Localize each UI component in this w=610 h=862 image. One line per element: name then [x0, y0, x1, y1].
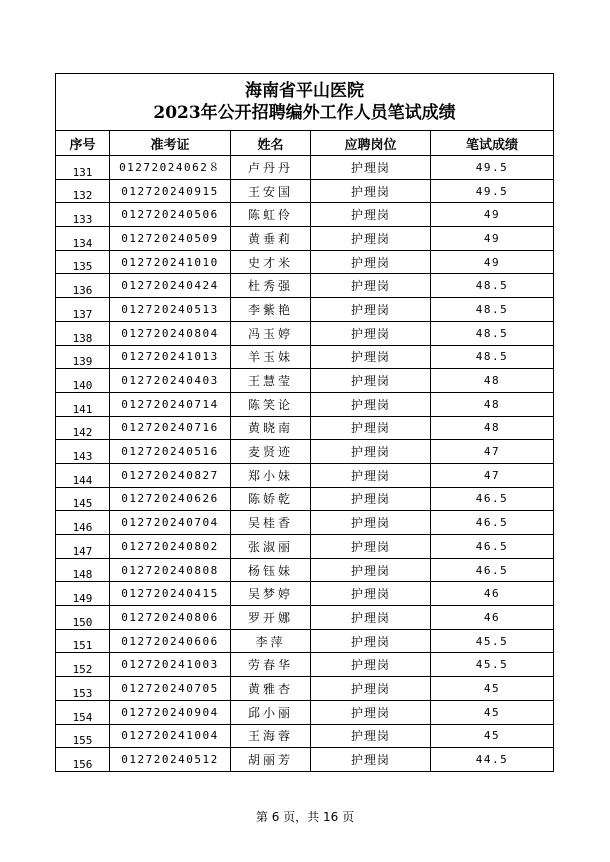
table-row — [56, 321, 554, 345]
written-score: 45.5 — [431, 653, 554, 677]
ticket-number: 012720240509 — [110, 227, 231, 251]
ticket-number: 012720240705 — [110, 677, 231, 701]
row-index: 136 — [56, 274, 110, 298]
candidate-name: 胡丽芳 — [231, 748, 311, 772]
written-score: 46.5 — [431, 535, 554, 559]
ticket-number: 012720240915 — [110, 179, 231, 203]
row-index: 142 — [56, 416, 110, 440]
row-index: 150 — [56, 606, 110, 630]
ticket-number: 012720241004 — [110, 724, 231, 748]
table-row — [56, 700, 554, 724]
position: 护理岗 — [311, 345, 431, 369]
position: 护理岗 — [311, 724, 431, 748]
written-score: 46.5 — [431, 558, 554, 582]
written-score: 46.5 — [431, 511, 554, 535]
row-index: 147 — [56, 535, 110, 559]
candidate-name: 史才米 — [231, 250, 311, 274]
ticket-number: 012720240714 — [110, 392, 231, 416]
ticket-number: 012720240415 — [110, 582, 231, 606]
title-line-2: 2023年公开招聘编外工作人员笔试成绩 — [153, 103, 456, 123]
position: 护理岗 — [311, 298, 431, 322]
ticket-number: 012720240512 — [110, 748, 231, 772]
candidate-name: 陈娇乾 — [231, 487, 311, 511]
row-index: 139 — [56, 345, 110, 369]
row-index: 140 — [56, 369, 110, 393]
ticket-number: 012720240704 — [110, 511, 231, 535]
row-index: 153 — [56, 677, 110, 701]
position: 护理岗 — [311, 653, 431, 677]
row-index: 133 — [56, 203, 110, 227]
candidate-name: 杜秀强 — [231, 274, 311, 298]
ticket-number: 012720240513 — [110, 298, 231, 322]
ticket-number: 012720241010 — [110, 250, 231, 274]
table-row — [56, 416, 554, 440]
candidate-name: 黄垂莉 — [231, 227, 311, 251]
position: 护理岗 — [311, 463, 431, 487]
candidate-name: 吴桂香 — [231, 511, 311, 535]
table-row — [56, 487, 554, 511]
header-row — [56, 131, 554, 156]
ticket-number: 012720240606 — [110, 629, 231, 653]
candidate-name: 张淑丽 — [231, 535, 311, 559]
written-score: 49.5 — [431, 179, 554, 203]
position: 护理岗 — [311, 179, 431, 203]
ticket-number: 012720240716 — [110, 416, 231, 440]
header-ticket: 准考证 — [110, 131, 231, 156]
written-score: 48.5 — [431, 298, 554, 322]
title-line-1: 海南省平山医院 — [245, 81, 365, 101]
ticket-number: 012720241013 — [110, 345, 231, 369]
position: 护理岗 — [311, 369, 431, 393]
table-row — [56, 677, 554, 701]
ticket-number: 012720240506 — [110, 203, 231, 227]
written-score: 49 — [431, 227, 554, 251]
position: 护理岗 — [311, 629, 431, 653]
score-table — [55, 73, 554, 772]
written-score: 45 — [431, 700, 554, 724]
position: 护理岗 — [311, 700, 431, 724]
table-row — [56, 606, 554, 630]
written-score: 44.5 — [431, 748, 554, 772]
row-index: 146 — [56, 511, 110, 535]
row-index: 135 — [56, 250, 110, 274]
written-score: 46 — [431, 606, 554, 630]
candidate-name: 黄雅杏 — [231, 677, 311, 701]
position: 护理岗 — [311, 487, 431, 511]
candidate-name: 杨钰妹 — [231, 558, 311, 582]
candidate-name: 郑小妹 — [231, 463, 311, 487]
written-score: 48.5 — [431, 321, 554, 345]
table-row — [56, 156, 554, 180]
table-row — [56, 392, 554, 416]
row-index: 155 — [56, 724, 110, 748]
page-footer: 第 6 页，共 16 页 — [255, 810, 355, 824]
header-position: 应聘岗位 — [311, 131, 431, 156]
candidate-name: 李萍 — [231, 629, 311, 653]
row-index: 132 — [56, 179, 110, 203]
written-score: 45 — [431, 677, 554, 701]
written-score: 47 — [431, 440, 554, 464]
table-row — [56, 369, 554, 393]
position: 护理岗 — [311, 274, 431, 298]
row-index: 137 — [56, 298, 110, 322]
position: 护理岗 — [311, 250, 431, 274]
row-index: 131 — [56, 156, 110, 180]
table-row — [56, 345, 554, 369]
position: 护理岗 — [311, 677, 431, 701]
written-score: 45.5 — [431, 629, 554, 653]
row-index: 151 — [56, 629, 110, 653]
written-score: 45 — [431, 724, 554, 748]
ticket-number: 012720241003 — [110, 653, 231, 677]
candidate-name: 王海蓉 — [231, 724, 311, 748]
row-index: 149 — [56, 582, 110, 606]
table-body — [56, 156, 554, 772]
position: 护理岗 — [311, 582, 431, 606]
written-score: 49.5 — [431, 156, 554, 180]
candidate-name: 劳春华 — [231, 653, 311, 677]
written-score: 46.5 — [431, 487, 554, 511]
table-row — [56, 250, 554, 274]
table-row — [56, 629, 554, 653]
row-index: 154 — [56, 700, 110, 724]
written-score: 48 — [431, 369, 554, 393]
position: 护理岗 — [311, 156, 431, 180]
written-score: 47 — [431, 463, 554, 487]
position: 护理岗 — [311, 558, 431, 582]
ticket-number: 012720240802 — [110, 535, 231, 559]
row-index: 144 — [56, 463, 110, 487]
ticket-number: 012720240804 — [110, 321, 231, 345]
candidate-name: 陈笑论 — [231, 392, 311, 416]
position: 护理岗 — [311, 535, 431, 559]
position: 护理岗 — [311, 440, 431, 464]
ticket-number: 012720240424 — [110, 274, 231, 298]
position: 护理岗 — [311, 227, 431, 251]
row-index: 156 — [56, 748, 110, 772]
written-score: 48 — [431, 416, 554, 440]
row-index: 134 — [56, 227, 110, 251]
candidate-name: 卢丹丹 — [231, 156, 311, 180]
table-row — [56, 748, 554, 772]
candidate-name: 吴梦婷 — [231, 582, 311, 606]
candidate-name: 王安国 — [231, 179, 311, 203]
table-row — [56, 653, 554, 677]
ticket-number: 012720240904 — [110, 700, 231, 724]
written-score: 48.5 — [431, 274, 554, 298]
candidate-name: 黄晓南 — [231, 416, 311, 440]
table-row — [56, 440, 554, 464]
table-row — [56, 298, 554, 322]
table-row — [56, 274, 554, 298]
written-score: 46 — [431, 582, 554, 606]
header-name: 姓名 — [231, 131, 311, 156]
table-row — [56, 535, 554, 559]
position: 护理岗 — [311, 321, 431, 345]
position: 护理岗 — [311, 416, 431, 440]
table-row — [56, 582, 554, 606]
candidate-name: 李紫艳 — [231, 298, 311, 322]
candidate-name: 陈虹伶 — [231, 203, 311, 227]
row-index: 145 — [56, 487, 110, 511]
ticket-number: 012720240806 — [110, 606, 231, 630]
table-row — [56, 463, 554, 487]
document-title — [56, 74, 554, 131]
header-score: 笔试成绩 — [431, 131, 554, 156]
row-index: 141 — [56, 392, 110, 416]
candidate-name: 冯玉婷 — [231, 321, 311, 345]
table-row — [56, 558, 554, 582]
row-index: 138 — [56, 321, 110, 345]
row-index: 148 — [56, 558, 110, 582]
table-row — [56, 227, 554, 251]
written-score: 48 — [431, 392, 554, 416]
position: 护理岗 — [311, 511, 431, 535]
ticket-number: 012720240516 — [110, 440, 231, 464]
ticket-number: 01272024062８ — [110, 156, 231, 180]
written-score: 49 — [431, 203, 554, 227]
candidate-name: 王慧莹 — [231, 369, 311, 393]
candidate-name: 麦贤迹 — [231, 440, 311, 464]
table-row — [56, 203, 554, 227]
position: 护理岗 — [311, 392, 431, 416]
table-row — [56, 179, 554, 203]
row-index: 152 — [56, 653, 110, 677]
written-score: 49 — [431, 250, 554, 274]
table-row — [56, 724, 554, 748]
table-row — [56, 511, 554, 535]
ticket-number: 012720240827 — [110, 463, 231, 487]
candidate-name: 羊玉妹 — [231, 345, 311, 369]
position: 护理岗 — [311, 748, 431, 772]
row-index: 143 — [56, 440, 110, 464]
candidate-name: 邱小丽 — [231, 700, 311, 724]
header-index: 序号 — [56, 131, 110, 156]
position: 护理岗 — [311, 606, 431, 630]
ticket-number: 012720240403 — [110, 369, 231, 393]
score-sheet — [55, 73, 553, 772]
position: 护理岗 — [311, 203, 431, 227]
written-score: 48.5 — [431, 345, 554, 369]
ticket-number: 012720240808 — [110, 558, 231, 582]
ticket-number: 012720240626 — [110, 487, 231, 511]
candidate-name: 罗开娜 — [231, 606, 311, 630]
